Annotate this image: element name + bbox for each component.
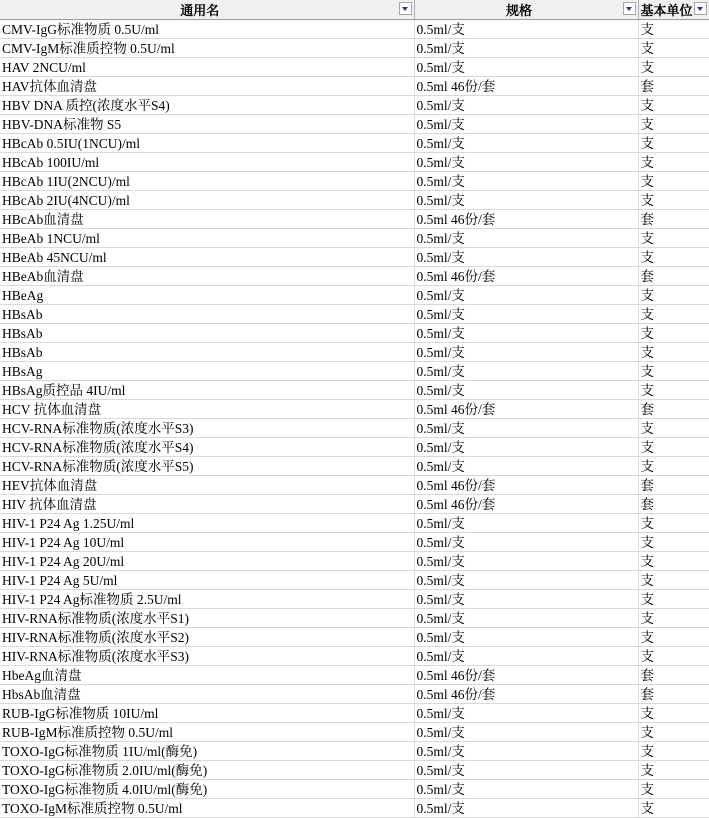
cell-spec[interactable]: 0.5ml/支	[414, 39, 638, 58]
table-row[interactable]	[0, 210, 709, 229]
cell-unit[interactable]: 支	[638, 134, 709, 153]
cell-name[interactable]: TOXO-IgM标准质控物 0.5U/ml	[0, 799, 414, 818]
cell-unit[interactable]: 支	[638, 609, 709, 628]
cell-spec[interactable]: 0.5ml/支	[414, 343, 638, 362]
cell-spec[interactable]: 0.5ml/支	[414, 533, 638, 552]
table-row[interactable]	[0, 39, 709, 58]
table-row[interactable]	[0, 96, 709, 115]
cell-spec[interactable]: 0.5ml/支	[414, 419, 638, 438]
table-row[interactable]	[0, 761, 709, 780]
cell-unit[interactable]: 支	[638, 742, 709, 761]
cell-name[interactable]: CMV-IgM标准质控物 0.5U/ml	[0, 39, 414, 58]
cell-unit[interactable]: 支	[638, 552, 709, 571]
cell-spec[interactable]: 0.5ml/支	[414, 457, 638, 476]
cell-name[interactable]: HCV-RNA标准物质(浓度水平S5)	[0, 457, 414, 476]
cell-spec[interactable]: 0.5ml/支	[414, 20, 638, 39]
cell-name[interactable]: TOXO-IgG标准物质 4.0IU/ml(酶免)	[0, 780, 414, 799]
cell-name[interactable]: HBcAb 100IU/ml	[0, 153, 414, 172]
cell-name[interactable]: HCV 抗体血清盘	[0, 400, 414, 419]
cell-spec[interactable]: 0.5ml/支	[414, 590, 638, 609]
cell-name[interactable]: HBcAb 2IU(4NCU)/ml	[0, 191, 414, 210]
table-row[interactable]	[0, 647, 709, 666]
column-header-name-label: 通用名	[180, 3, 220, 18]
cell-unit[interactable]: 支	[638, 96, 709, 115]
cell-spec[interactable]: 0.5ml/支	[414, 96, 638, 115]
cell-unit[interactable]: 支	[638, 229, 709, 248]
column-header-unit-label: 基本单位	[640, 3, 693, 18]
cell-name[interactable]: RUB-IgG标准物质 10IU/ml	[0, 704, 414, 723]
cell-spec[interactable]: 0.5ml/支	[414, 628, 638, 647]
cell-unit[interactable]: 套	[638, 685, 709, 704]
cell-name[interactable]: HBsAg质控品 4IU/ml	[0, 381, 414, 400]
table-row[interactable]	[0, 476, 709, 495]
cell-unit[interactable]: 支	[638, 324, 709, 343]
table-row[interactable]	[0, 666, 709, 685]
table-row[interactable]	[0, 381, 709, 400]
cell-spec[interactable]: 0.5ml/支	[414, 571, 638, 590]
cell-unit[interactable]: 支	[638, 628, 709, 647]
cell-unit[interactable]: 支	[638, 381, 709, 400]
cell-unit[interactable]: 支	[638, 704, 709, 723]
cell-name[interactable]: HAV 2NCU/ml	[0, 58, 414, 77]
cell-unit[interactable]: 支	[638, 343, 709, 362]
cell-spec[interactable]: 0.5ml/支	[414, 305, 638, 324]
cell-name[interactable]: HBsAb	[0, 343, 414, 362]
cell-unit[interactable]: 支	[638, 780, 709, 799]
cell-unit[interactable]: 支	[638, 571, 709, 590]
table-row[interactable]	[0, 495, 709, 514]
table-row[interactable]	[0, 20, 709, 39]
cell-name[interactable]: HbeAg血清盘	[0, 666, 414, 685]
table-row[interactable]	[0, 400, 709, 419]
table-row[interactable]	[0, 153, 709, 172]
cell-spec[interactable]: 0.5ml/支	[414, 761, 638, 780]
table-row[interactable]	[0, 77, 709, 96]
cell-spec[interactable]: 0.5ml/支	[414, 134, 638, 153]
cell-name[interactable]: HBcAb 1IU(2NCU)/ml	[0, 172, 414, 191]
cell-unit[interactable]: 支	[638, 248, 709, 267]
table-row[interactable]	[0, 419, 709, 438]
cell-spec[interactable]: 0.5ml/支	[414, 381, 638, 400]
table-row[interactable]	[0, 267, 709, 286]
cell-name[interactable]: HBcAb血清盘	[0, 210, 414, 229]
cell-name[interactable]: HBV DNA 质控(浓度水平S4)	[0, 96, 414, 115]
table-row[interactable]	[0, 324, 709, 343]
cell-unit[interactable]: 支	[638, 172, 709, 191]
cell-spec[interactable]: 0.5ml 46份/套	[414, 77, 638, 96]
cell-unit[interactable]: 支	[638, 362, 709, 381]
cell-unit[interactable]: 支	[638, 761, 709, 780]
cell-unit[interactable]: 支	[638, 286, 709, 305]
cell-unit[interactable]: 支	[638, 20, 709, 39]
cell-unit[interactable]: 套	[638, 210, 709, 229]
cell-name[interactable]: HBcAb 0.5IU(1NCU)/ml	[0, 134, 414, 153]
chevron-down-icon	[697, 7, 703, 11]
column-header-unit[interactable]	[638, 0, 709, 20]
cell-spec[interactable]: 0.5ml/支	[414, 799, 638, 818]
cell-unit[interactable]: 支	[638, 533, 709, 552]
cell-spec[interactable]: 0.5ml/支	[414, 58, 638, 77]
cell-spec[interactable]: 0.5ml/支	[414, 248, 638, 267]
table-row[interactable]	[0, 780, 709, 799]
cell-unit[interactable]: 支	[638, 305, 709, 324]
cell-unit[interactable]: 支	[638, 153, 709, 172]
filter-dropdown-icon-unit[interactable]	[694, 2, 707, 15]
cell-unit[interactable]: 支	[638, 39, 709, 58]
cell-spec[interactable]: 0.5ml/支	[414, 286, 638, 305]
cell-name[interactable]: HAV抗体血清盘	[0, 77, 414, 96]
cell-spec[interactable]: 0.5ml 46份/套	[414, 476, 638, 495]
cell-name[interactable]: HIV-1 P24 Ag 1.25U/ml	[0, 514, 414, 533]
table-row[interactable]	[0, 115, 709, 134]
cell-spec[interactable]: 0.5ml 46份/套	[414, 400, 638, 419]
table-row[interactable]	[0, 514, 709, 533]
cell-spec[interactable]: 0.5ml/支	[414, 438, 638, 457]
filter-dropdown-icon-spec[interactable]	[623, 2, 636, 15]
cell-name[interactable]: HBsAg	[0, 362, 414, 381]
table-row[interactable]	[0, 742, 709, 761]
cell-name[interactable]: TOXO-IgG标准物质 2.0IU/ml(酶免)	[0, 761, 414, 780]
table-row[interactable]	[0, 343, 709, 362]
chevron-down-icon	[626, 7, 632, 11]
table-row[interactable]	[0, 438, 709, 457]
table-row[interactable]	[0, 590, 709, 609]
table-row[interactable]	[0, 704, 709, 723]
cell-name[interactable]: HCV-RNA标准物质(浓度水平S3)	[0, 419, 414, 438]
table-row[interactable]	[0, 58, 709, 77]
cell-unit[interactable]: 套	[638, 495, 709, 514]
cell-spec[interactable]: 0.5ml 46份/套	[414, 210, 638, 229]
cell-name[interactable]: HIV-1 P24 Ag 20U/ml	[0, 552, 414, 571]
cell-spec[interactable]: 0.5ml/支	[414, 191, 638, 210]
cell-name[interactable]: HBeAb 1NCU/ml	[0, 229, 414, 248]
cell-spec[interactable]: 0.5ml/支	[414, 609, 638, 628]
cell-spec[interactable]: 0.5ml/支	[414, 324, 638, 343]
cell-name[interactable]: HIV 抗体血清盘	[0, 495, 414, 514]
table-row[interactable]	[0, 191, 709, 210]
cell-unit[interactable]: 套	[638, 400, 709, 419]
cell-spec[interactable]: 0.5ml/支	[414, 362, 638, 381]
cell-name[interactable]: HIV-1 P24 Ag 5U/ml	[0, 571, 414, 590]
cell-spec[interactable]: 0.5ml 46份/套	[414, 267, 638, 286]
table-row[interactable]	[0, 362, 709, 381]
cell-unit[interactable]: 支	[638, 799, 709, 818]
table-row[interactable]	[0, 799, 709, 818]
cell-unit[interactable]: 支	[638, 590, 709, 609]
column-header-spec-label: 规格	[505, 3, 532, 18]
cell-spec[interactable]: 0.5ml/支	[414, 153, 638, 172]
cell-name[interactable]: HbsAb血清盘	[0, 685, 414, 704]
header-row	[0, 0, 709, 20]
table-row[interactable]	[0, 248, 709, 267]
cell-unit[interactable]: 支	[638, 58, 709, 77]
cell-name[interactable]: HBV-DNA标准物 S5	[0, 115, 414, 134]
table-row[interactable]	[0, 286, 709, 305]
table-row[interactable]	[0, 457, 709, 476]
table-row[interactable]	[0, 571, 709, 590]
table-row[interactable]	[0, 628, 709, 647]
cell-spec[interactable]: 0.5ml/支	[414, 704, 638, 723]
cell-unit[interactable]: 支	[638, 438, 709, 457]
cell-name[interactable]: TOXO-IgG标准物质 1IU/ml(酶免)	[0, 742, 414, 761]
cell-unit[interactable]: 套	[638, 476, 709, 495]
cell-spec[interactable]: 0.5ml/支	[414, 172, 638, 191]
cell-spec[interactable]: 0.5ml/支	[414, 780, 638, 799]
table-row[interactable]	[0, 533, 709, 552]
cell-spec[interactable]: 0.5ml/支	[414, 742, 638, 761]
cell-name[interactable]: HBeAg	[0, 286, 414, 305]
cell-unit[interactable]: 支	[638, 514, 709, 533]
cell-name[interactable]: HIV-1 P24 Ag 10U/ml	[0, 533, 414, 552]
cell-name[interactable]: HBsAb	[0, 324, 414, 343]
table-row[interactable]	[0, 685, 709, 704]
cell-name[interactable]: HBeAb血清盘	[0, 267, 414, 286]
cell-name[interactable]: HBsAb	[0, 305, 414, 324]
cell-spec[interactable]: 0.5ml/支	[414, 115, 638, 134]
cell-name[interactable]: CMV-IgG标准物质 0.5U/ml	[0, 20, 414, 39]
table-row[interactable]	[0, 134, 709, 153]
cell-unit[interactable]: 支	[638, 191, 709, 210]
cell-name[interactable]: HIV-1 P24 Ag标准物质 2.5U/ml	[0, 590, 414, 609]
table-header	[0, 0, 709, 20]
cell-name[interactable]: HIV-RNA标准物质(浓度水平S1)	[0, 609, 414, 628]
table-row[interactable]	[0, 552, 709, 571]
table-row[interactable]	[0, 172, 709, 191]
cell-name[interactable]: HIV-RNA标准物质(浓度水平S2)	[0, 628, 414, 647]
cell-spec[interactable]: 0.5ml/支	[414, 552, 638, 571]
table-row[interactable]	[0, 229, 709, 248]
table-row[interactable]	[0, 305, 709, 324]
column-header-name[interactable]	[0, 0, 414, 20]
cell-name[interactable]: HBeAb 45NCU/ml	[0, 248, 414, 267]
cell-unit[interactable]: 支	[638, 647, 709, 666]
cell-name[interactable]: HCV-RNA标准物质(浓度水平S4)	[0, 438, 414, 457]
cell-unit[interactable]: 支	[638, 115, 709, 134]
cell-unit[interactable]: 套	[638, 666, 709, 685]
table-row[interactable]	[0, 609, 709, 628]
cell-spec[interactable]: 0.5ml 46份/套	[414, 666, 638, 685]
cell-name[interactable]: HEV抗体血清盘	[0, 476, 414, 495]
cell-spec[interactable]: 0.5ml/支	[414, 647, 638, 666]
cell-name[interactable]: HIV-RNA标准物质(浓度水平S3)	[0, 647, 414, 666]
cell-spec[interactable]: 0.5ml/支	[414, 514, 638, 533]
cell-spec[interactable]: 0.5ml/支	[414, 229, 638, 248]
cell-spec[interactable]: 0.5ml 46份/套	[414, 495, 638, 514]
cell-unit[interactable]: 套	[638, 267, 709, 286]
chevron-down-icon	[402, 7, 408, 11]
cell-spec[interactable]: 0.5ml/支	[414, 723, 638, 742]
column-header-spec[interactable]	[414, 0, 638, 20]
cell-spec[interactable]: 0.5ml 46份/套	[414, 685, 638, 704]
cell-name[interactable]: RUB-IgM标准质控物 0.5U/ml	[0, 723, 414, 742]
cell-unit[interactable]: 支	[638, 419, 709, 438]
cell-unit[interactable]: 支	[638, 723, 709, 742]
table-row[interactable]	[0, 723, 709, 742]
table-body	[0, 20, 709, 818]
filter-dropdown-icon-name[interactable]	[399, 2, 412, 15]
cell-unit[interactable]: 支	[638, 457, 709, 476]
cell-unit[interactable]: 套	[638, 77, 709, 96]
